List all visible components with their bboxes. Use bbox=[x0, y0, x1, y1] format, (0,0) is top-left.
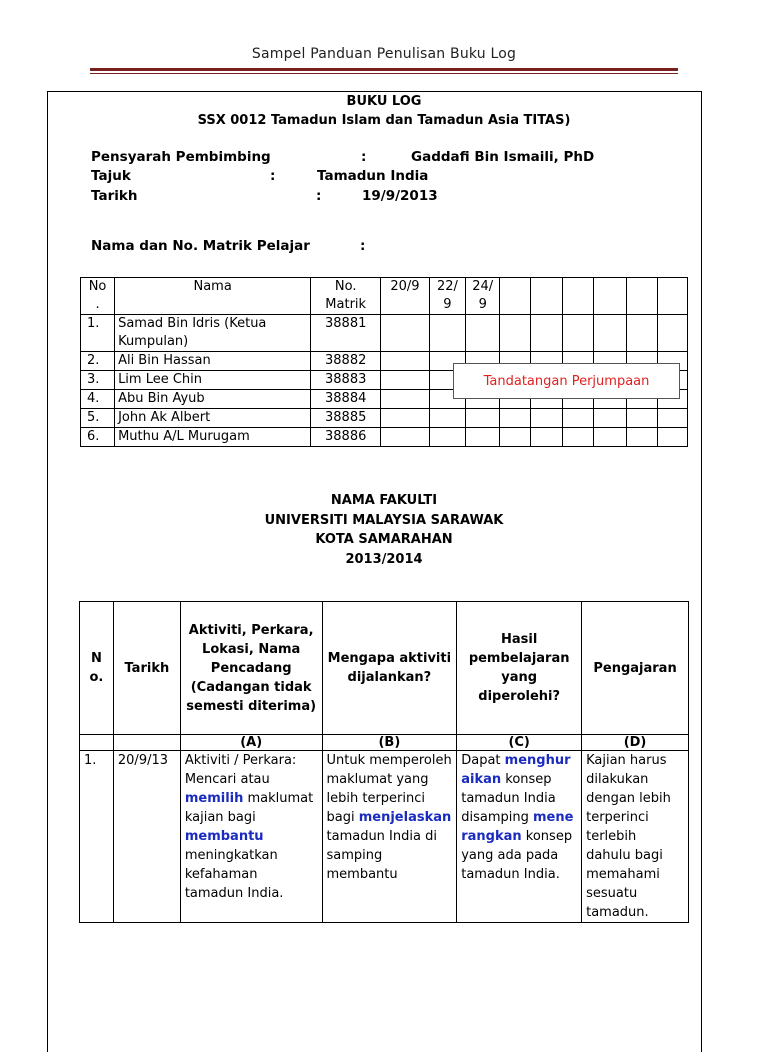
row-matric: 38885 bbox=[311, 409, 381, 428]
students-label: Nama dan No. Matrik Pelajar bbox=[91, 238, 310, 254]
signature-cell bbox=[531, 428, 563, 447]
log-header-activity: Aktiviti, Perkara, Lokasi, Nama Pencadang (Cadangan tidak semesti diterima) bbox=[180, 602, 322, 735]
signature-cell bbox=[658, 428, 688, 447]
row-matric: 38881 bbox=[311, 315, 381, 352]
supervisor-colon: : bbox=[361, 149, 367, 165]
table-row bbox=[80, 751, 689, 923]
signature-cell bbox=[562, 315, 594, 352]
header-empty bbox=[658, 278, 688, 315]
students-colon: : bbox=[360, 238, 366, 254]
log-header-date: Tarikh bbox=[113, 602, 180, 735]
title-line-2: SSX 0012 Tamadun Islam dan Tamadun Asia TITAS) bbox=[197, 113, 571, 128]
header-matric: No. Matrik bbox=[311, 278, 381, 315]
date-value: 19/9/2013 bbox=[362, 188, 438, 204]
signature-cell bbox=[429, 428, 465, 447]
log-header-outcome: Hasil pembelajaran yang diperolehi? bbox=[457, 602, 582, 735]
faculty-line-1: NAMA FAKULTI bbox=[330, 493, 438, 508]
signature-cell bbox=[500, 428, 531, 447]
signature-cell bbox=[500, 409, 531, 428]
header-no: No . bbox=[81, 278, 115, 315]
highlight-menghuraikan: menghuraikan bbox=[461, 753, 571, 787]
row-name: Lim Lee Chin bbox=[115, 371, 311, 390]
row-no: 1. bbox=[81, 315, 115, 352]
row-matric: 38882 bbox=[311, 352, 381, 371]
letter-b: (B) bbox=[322, 735, 457, 751]
table-row bbox=[81, 428, 688, 447]
table-row bbox=[81, 409, 688, 428]
header-empty bbox=[594, 278, 626, 315]
log-row-activity: Aktiviti / Perkara: Mencari atau memilih maklumat kajian bagi membantu meningkatkan kefahaman tamadun India. bbox=[180, 751, 322, 923]
header-date-3: 24/ 9 bbox=[466, 278, 500, 315]
supervisor-label: Pensyarah Pembimbing bbox=[91, 149, 271, 165]
row-matric: 38886 bbox=[311, 428, 381, 447]
signature-cell bbox=[466, 409, 500, 428]
header-rule-thin bbox=[90, 73, 678, 74]
signature-cell bbox=[381, 409, 430, 428]
letter-cell-empty bbox=[80, 735, 114, 751]
log-row-lesson: Kajian harus dilakukan dengan lebih terperinci terlebih dahulu bagi memahami sesuatu tamadun. bbox=[582, 751, 689, 923]
signature-cell bbox=[594, 315, 626, 352]
log-header-lesson: Pengajaran bbox=[582, 602, 689, 735]
running-header: Sampel Panduan Penulisan Buku Log bbox=[251, 46, 517, 62]
signature-cell bbox=[658, 409, 688, 428]
signature-note-box: Tandatangan Perjumpaan bbox=[453, 363, 680, 399]
highlight-membantu: membantu bbox=[184, 829, 264, 844]
header-rule-thick bbox=[90, 68, 678, 71]
document-title bbox=[0, 92, 768, 130]
signature-cell bbox=[594, 409, 626, 428]
signature-cell bbox=[531, 409, 563, 428]
highlight-menerangkan: menerangkan bbox=[461, 810, 574, 844]
signature-cell bbox=[626, 428, 658, 447]
row-name: John Ak Albert bbox=[115, 409, 311, 428]
signature-cell bbox=[381, 315, 430, 352]
faculty-line-4: 2013/2014 bbox=[345, 551, 423, 567]
letter-d: (D) bbox=[582, 735, 689, 751]
highlight-menjelaskan: menjelaskan bbox=[358, 810, 452, 825]
letter-c: (C) bbox=[457, 735, 582, 751]
topic-value: Tamadun India bbox=[317, 168, 429, 184]
signature-cell bbox=[429, 315, 465, 352]
log-row-why: Untuk memperoleh maklumat yang lebih terperinci bagi menjelaskan tamadun India di samping membantu bbox=[322, 751, 457, 923]
signature-cell bbox=[658, 315, 688, 352]
signature-cell bbox=[626, 315, 658, 352]
signature-cell bbox=[381, 428, 430, 447]
row-name: Muthu A/L Murugam bbox=[115, 428, 311, 447]
signature-cell bbox=[466, 428, 500, 447]
row-name: Ali Bin Hassan bbox=[115, 352, 311, 371]
date-colon: : bbox=[316, 188, 322, 204]
topic-colon: : bbox=[270, 168, 276, 184]
row-no: 3. bbox=[81, 371, 115, 390]
log-header-why: Mengapa aktiviti dijalankan? bbox=[322, 602, 457, 735]
letter-cell-empty bbox=[113, 735, 180, 751]
highlight-memilih: memilih bbox=[184, 791, 244, 806]
log-row-date: 20/9/13 bbox=[113, 751, 180, 923]
header-date-2: 22/ 9 bbox=[429, 278, 465, 315]
log-table bbox=[79, 601, 689, 923]
signature-cell bbox=[562, 428, 594, 447]
row-name: Samad Bin Idris (Ketua Kumpulan) bbox=[115, 315, 311, 352]
header-empty bbox=[626, 278, 658, 315]
signature-cell bbox=[500, 315, 531, 352]
signature-cell bbox=[381, 371, 430, 390]
signature-cell bbox=[381, 352, 430, 371]
faculty-line-3: KOTA SAMARAHAN bbox=[315, 532, 453, 547]
header-empty bbox=[531, 278, 563, 315]
signature-cell bbox=[381, 390, 430, 409]
faculty-block bbox=[0, 491, 768, 569]
row-no: 2. bbox=[81, 352, 115, 371]
header-empty bbox=[500, 278, 531, 315]
row-no: 6. bbox=[81, 428, 115, 447]
header-name: Nama bbox=[115, 278, 311, 315]
log-row-outcome: Dapat menghuraikan konsep tamadun India disamping menerangkan konsep yang ada pada tamadun India. bbox=[457, 751, 582, 923]
signature-cell bbox=[626, 409, 658, 428]
log-header-no: N o. bbox=[80, 602, 114, 735]
faculty-line-2: UNIVERSITI MALAYSIA SARAWAK bbox=[264, 512, 504, 528]
title-line-1: BUKU LOG bbox=[346, 94, 422, 109]
students-header-row bbox=[81, 278, 688, 315]
log-header-row bbox=[80, 602, 689, 735]
supervisor-value: Gaddafi Bin Ismaili, PhD bbox=[411, 149, 595, 165]
signature-cell bbox=[466, 315, 500, 352]
date-label: Tarikh bbox=[91, 188, 138, 204]
header-empty bbox=[562, 278, 594, 315]
topic-label: Tajuk bbox=[91, 168, 131, 184]
row-no: 5. bbox=[81, 409, 115, 428]
signature-cell bbox=[429, 409, 465, 428]
header-date-1: 20/9 bbox=[381, 278, 430, 315]
row-matric: 38883 bbox=[311, 371, 381, 390]
students-table bbox=[80, 277, 688, 447]
signature-cell bbox=[594, 428, 626, 447]
table-row bbox=[81, 315, 688, 352]
signature-cell bbox=[531, 315, 563, 352]
row-name: Abu Bin Ayub bbox=[115, 390, 311, 409]
log-row-no: 1. bbox=[80, 751, 114, 923]
log-letter-row bbox=[80, 735, 689, 751]
row-matric: 38884 bbox=[311, 390, 381, 409]
row-no: 4. bbox=[81, 390, 115, 409]
signature-cell bbox=[562, 409, 594, 428]
letter-a: (A) bbox=[180, 735, 322, 751]
